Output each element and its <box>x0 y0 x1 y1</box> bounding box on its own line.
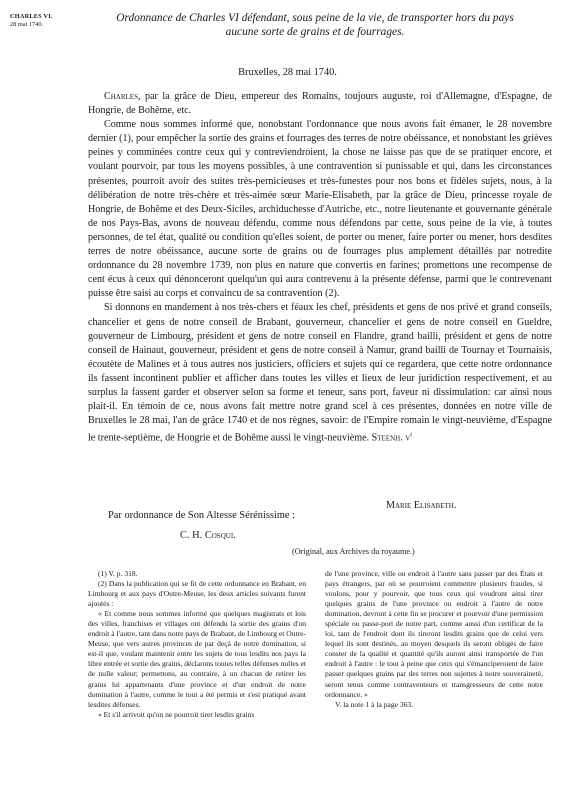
margin-note-heading: CHARLES VI. <box>10 13 53 20</box>
archive-note: (Original, aux Archives du royaume.) <box>292 547 415 556</box>
by-order-line: Par ordonnance de Son Altesse Sérénissime : <box>108 510 295 521</box>
mandate-text: Si donnons en mandement à nos très-chers et féaux les chef, présidents et gens de nos privé et grand conseils, chancelier et gens de notre conseil de Brabant, gouverneur, chancelier et gens de notre conseil en Gueldre, gouverneur de Limbourg, président et gens de notre conseil en Flandre, grand bailli, président et gens de notre conseil de Hainaut, gouverneur, président et gens de notre conseil à Namur, grand bailli de Tournay et Tournaisis, écoutète de Malines et à tous autres nos justiciers, officiers et sujets qui ce regardera, que cette notre ordonnance ils fassent incontinent publier et afficher dans toutes les villes et lieux de leur juridiction respectivement, et au surplus la fassent garder et observer selon sa forme et teneur, sans port, faveur ni dissimulation: car ainsi nous plait-il. En témoin de ce, nous avons fait mettre notre grand scel à ces présentes, données en notre ville de Bruxelles le 28 mai, l'an de grâce 1740 et de nos règnes, savoir: de l'Empire romain le vingt-neuvième, d'Espagne le trente-septième, de Hongrie et de Bohême aussi le vingt-neuvième. <box>88 302 552 444</box>
signature-marie-elisabeth: Marie Elisabeth. <box>386 500 457 511</box>
footnote-paragraph: de l'une province, ville ou endroit à l'autre sans passer par des États et pays étrangers, par où se pourroient commettre plusieurs fraudes, si voulons, pour y pourvoir, que tous ceux qui voudront ainsi tirer quelques grains de l'une province ou endroit à l'autre de notre domination, devront à cette fin se procurer et pourvoir d'une permission spéciale ou passe-port de notre part, comme aussi d'un certificat de la loi, tant de l'endroit dont ils tireront lesdits grains que de celui vers lequel ils sont destinés, au moyen desquels ils seront obligés de faire conster de la qualité et quantité qu'ils auront ainsi transportée de l'un endroit à l'autre : le tout à peine que ceux qui s'émanciperoient de faire passer quelques grains par des terres non sujettes à notre souveraineté, seront tenus comme contraventeurs et transgresseurs de cette notre ordonnance. » <box>325 569 543 699</box>
mandate-paragraph <box>88 301 552 445</box>
ordinance-body <box>88 90 552 446</box>
footnote-paragraph: « Et comme nous sommes informé que quelques magistrats et lois des villes, franchises et villages ont défendu la sortie des grains d'un endroit à l'autre, tant dans notre pays de Brabant, de Limbourg et Outre-Meuse, que vers autres provinces de par deçà de notre domination, si est-il que, voulant maintenir entre les sujets de tous lesdits nos pays la libre entrée et sortie des grains, déclarons toutes telles défenses nulles et de nulle valeur; permettons, au contraire, à un chacun de retirer les grains lui appartenants d'une province et d'un endroit de notre domination à l'autre, comme le tout a été permis et s'est pratiqué avant lesdites défenses. <box>88 609 306 709</box>
footnote-paragraph: « Et s'il arrivoit qu'on ne pourroit tirer lesdits grains <box>98 709 255 719</box>
document-title <box>80 11 550 39</box>
place-date: Bruxelles, 28 mai 1740. <box>238 67 337 78</box>
main-paragraph: Comme nous sommes informé que, nonobstant l'ordonnance que nous avons fait émaner, le 28 novembre dernier (1), pour empêcher la sortie des grains et fourrages des terres de notre obéissance, et nonobstant les grièves peines y comminées contre ceux qui y contreviendroient, la chose ne laisse pas que de se pratiquer encore, et voulant pourvoir, par tous les moyens possibles, à une contravention si punissable et qui, dans les circonstances présentes, pourroit avoir des suites très-pernicieuses et très-funestes pour nos bons et fidèles sujets, nous, à la délibération de notre très-chère et très-aimée sœur Marie-Elisabeth, par la grâce de Dieu, princesse royale de Hongrie, de Bohême et des Deux-Siciles, archiduchesse d'Autriche, etc., notre lieutenante et gouvernante générale de nos Pays-Bas, avons de nouveau défendu, comme nous défendons par cette, sous peine de la vie, à toutes personnes, de tel état, qualité ou condition qu'elles soient, de porter ou mener, faire porter ou mener, hors desdites terres de notre obéissance, aucune sorte de grains ou de fourrages plus amplement détaillés par notredite ordonnance du 28 novembre 1739, non plus en nature que convertis en farines; promettons une recompense de cent écus à ceux qui dénonceront quelqu'un qui aura contrevenu à la présente défense, parmi que le contrevenant puisse être saisi au corps et convaincu de sa contravention (2). <box>88 119 552 300</box>
sovereign-name: Charles <box>104 91 138 102</box>
countersign-sup: t <box>410 432 412 439</box>
margin-note <box>10 13 72 29</box>
title-line-2: aucune sorte de grains et de fourrages. <box>225 26 405 38</box>
footnote-paragraph: V. la note 1 à la page 363. <box>335 699 414 709</box>
intro-paragraph <box>88 90 552 118</box>
footnotes-right-column <box>325 569 543 710</box>
signature-cosqui: C. H. Cosqui. <box>180 530 236 541</box>
footnotes-left-column <box>88 569 306 720</box>
margin-note-date: 28 mai 1740. <box>10 21 44 28</box>
countersign: Steenh. v <box>371 432 411 444</box>
footnote-paragraph: (2) Dans la publication qui se fit de cette ordonnance en Brabant, en Limbourg et aux pays d'Outre-Meuse, les deux articles suivants furent ajoutés : <box>88 579 306 609</box>
title-line-1: Ordonnance de Charles VI défendant, sous peine de la vie, de transporter hors du pays <box>116 12 514 24</box>
intro-text: , par la grâce de Dieu, empereur des Romains, toujours auguste, roi d'Allemagne, d'Espagne, de Hongrie, de Bohême, etc. <box>88 91 552 117</box>
footnote-paragraph: (1) V. p. 318. <box>98 569 138 578</box>
